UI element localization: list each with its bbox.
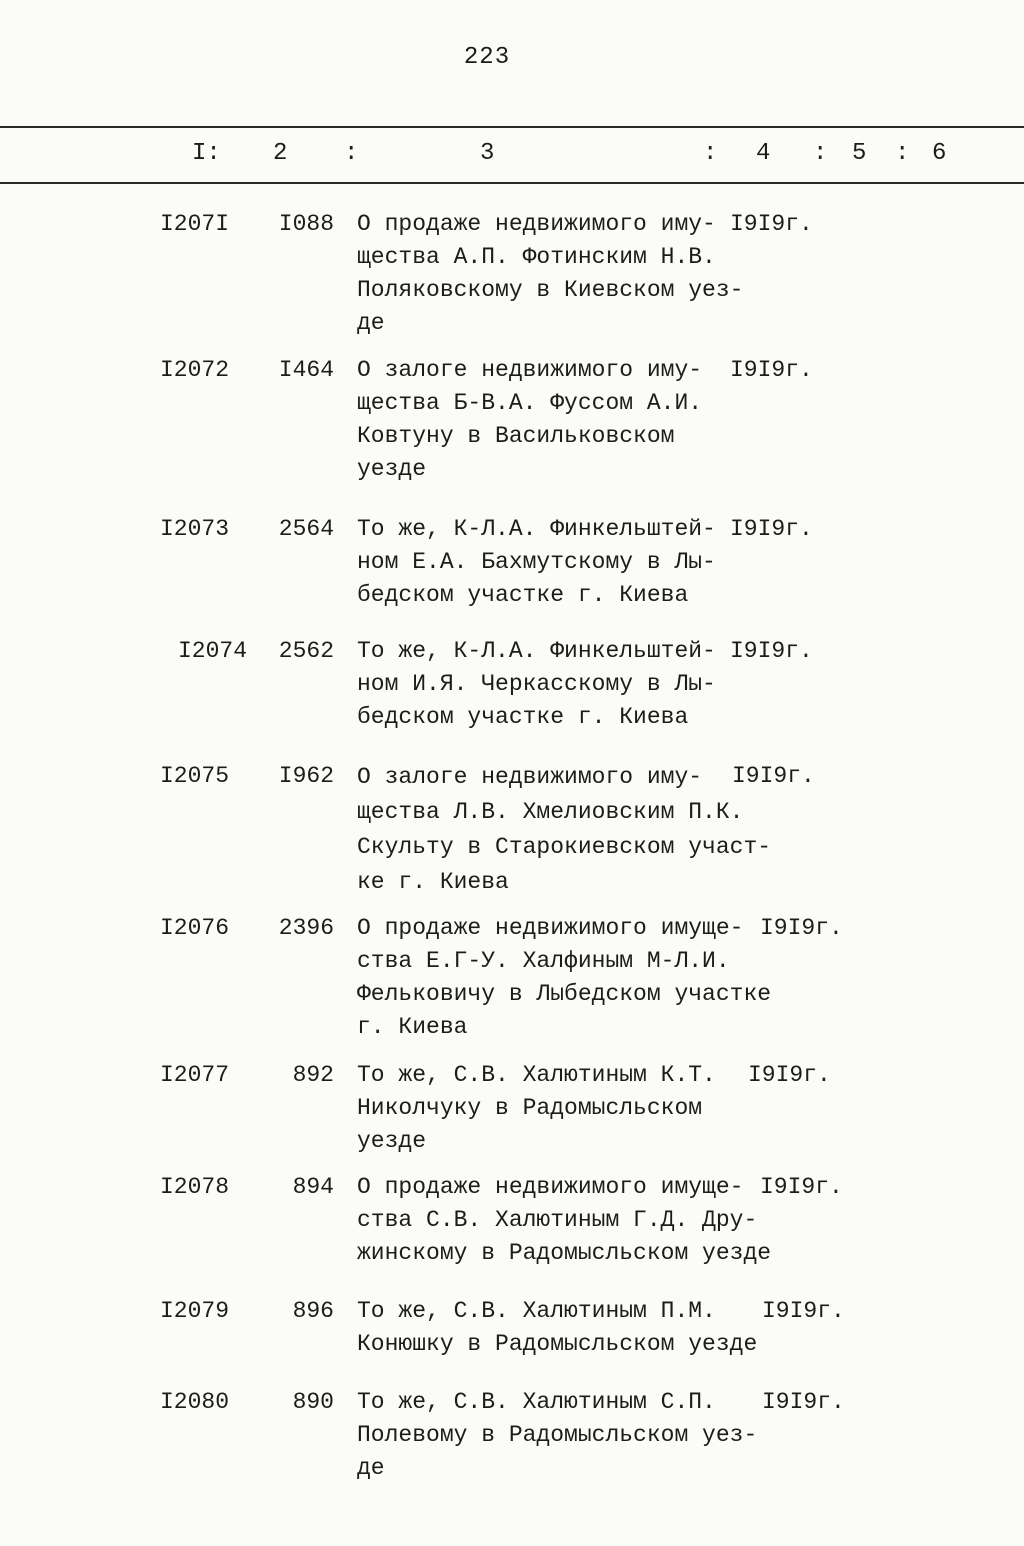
entry-description-line: бедском участке г. Киева — [357, 582, 689, 608]
entry-description-line: щества Б-В.А. Фуссом А.И. — [357, 390, 703, 416]
entry-number: I2077 — [160, 1062, 230, 1088]
entry-year: I9I9г. — [730, 638, 813, 664]
entry-description-line: уезде — [357, 1128, 427, 1154]
entry-sheet-count: 896 — [292, 1298, 334, 1324]
entry-description-line: щества Л.В. Хмелиовским П.К. — [357, 799, 744, 825]
entry-number: I2078 — [160, 1174, 230, 1200]
entry-description-line: Николчуку в Радомысльском — [357, 1095, 703, 1121]
entry-description-line: Скульту в Старокиевском участ- — [357, 834, 772, 860]
entry-description — [357, 1059, 797, 1158]
entry-description-line: Фельковичу в Лыбедском участке — [357, 981, 772, 1007]
header-col-6: 6 — [932, 140, 947, 167]
entry-description-line: То же, С.В. Халютиным С.П. — [357, 1389, 716, 1415]
entry-description-line: То же, К-Л.А. Финкельштей- — [357, 638, 716, 664]
header-col-4: 4 — [756, 140, 771, 167]
entry-description-line: бедском участке г. Киева — [357, 704, 689, 730]
entry-sheet-count: I962 — [278, 763, 334, 789]
entry-description-line: О залоге недвижимого иму- — [357, 357, 703, 383]
entry-number: I2079 — [160, 1298, 230, 1324]
entry-year: I9I9г. — [762, 1389, 845, 1415]
header-bottom-rule — [0, 182, 1024, 184]
entry-number: I2076 — [160, 915, 230, 941]
header-col-3: 3 — [480, 140, 495, 167]
header-separator-3: : — [813, 140, 828, 167]
entry-number: I2073 — [160, 516, 230, 542]
entry-year: I9I9г. — [760, 1174, 843, 1200]
entry-sheet-count: I464 — [278, 357, 334, 383]
entry-description-line: ном И.Я. Черкасскому в Лы- — [357, 671, 716, 697]
entry-year: I9I9г. — [730, 357, 813, 383]
entry-description-line: г. Киева — [357, 1014, 468, 1040]
entry-sheet-count: 2564 — [278, 516, 334, 542]
entry-number: I2080 — [160, 1389, 230, 1415]
entry-description-line: Конюшку в Радомысльском уезде — [357, 1331, 758, 1357]
entry-number: I207I — [160, 211, 230, 237]
entry-description — [357, 912, 797, 1044]
entry-year: I9I9г. — [730, 516, 813, 542]
entry-description — [357, 1295, 797, 1361]
entry-description-line: Поляковскому в Киевском уез- — [357, 277, 744, 303]
entry-description-line: де — [357, 1455, 385, 1481]
entry-year: I9I9г. — [732, 763, 815, 789]
entry-description-line: То же, К-Л.А. Финкельштей- — [357, 516, 716, 542]
entry-sheet-count: 894 — [292, 1174, 334, 1200]
entry-description-line: ства Е.Г-У. Халфиным М-Л.И. — [357, 948, 730, 974]
entry-sheet-count: I088 — [278, 211, 334, 237]
entry-description-line: ке г. Киева — [357, 869, 509, 895]
entry-description-line: Ковтуну в Васильковском — [357, 423, 675, 449]
entry-year: I9I9г. — [730, 211, 813, 237]
entry-number: I2075 — [160, 763, 230, 789]
column-header-row — [0, 140, 1024, 172]
entry-year: I9I9г. — [760, 915, 843, 941]
entry-sheet-count: 2562 — [278, 638, 334, 664]
page-number: 223 — [463, 44, 511, 71]
entry-description-line: То же, С.В. Халютиным П.М. — [357, 1298, 716, 1324]
header-col-5: 5 — [852, 140, 867, 167]
entry-description-line: щества А.П. Фотинским Н.В. — [357, 244, 716, 270]
entry-sheet-count: 2396 — [278, 915, 334, 941]
entry-description-line: жинскому в Радомысльском уезде — [357, 1240, 772, 1266]
entry-number: I2074 — [178, 638, 248, 664]
entry-description-line: де — [357, 310, 385, 336]
header-col-2: 2 — [273, 140, 288, 167]
entry-description — [357, 1386, 797, 1485]
entry-description — [357, 760, 797, 900]
header-col-1: I: — [192, 140, 221, 167]
entry-description-line: Полевому в Радомысльском уез- — [357, 1422, 758, 1448]
entry-description-line: О залоге недвижимого иму- — [357, 764, 703, 790]
entry-description-line: То же, С.В. Халютиным К.Т. — [357, 1062, 716, 1088]
entry-description-line: О продаже недвижимого имуще- — [357, 915, 744, 941]
header-top-rule — [0, 126, 1024, 128]
entry-description-line: ном Е.А. Бахмутскому в Лы- — [357, 549, 716, 575]
entry-year: I9I9г. — [748, 1062, 831, 1088]
entry-description-line: О продаже недвижимого иму- — [357, 211, 716, 237]
entry-description — [357, 1171, 797, 1270]
entry-number: I2072 — [160, 357, 230, 383]
entry-year: I9I9г. — [762, 1298, 845, 1324]
entry-description-line: ства С.В. Халютиным Г.Д. Дру- — [357, 1207, 758, 1233]
header-separator-4: : — [895, 140, 910, 167]
entry-sheet-count: 892 — [292, 1062, 334, 1088]
entry-description-line: уезде — [357, 456, 427, 482]
entry-sheet-count: 890 — [292, 1389, 334, 1415]
entry-description-line: О продаже недвижимого имуще- — [357, 1174, 744, 1200]
header-separator-2: : — [703, 140, 718, 167]
header-separator-1: : — [344, 140, 359, 167]
